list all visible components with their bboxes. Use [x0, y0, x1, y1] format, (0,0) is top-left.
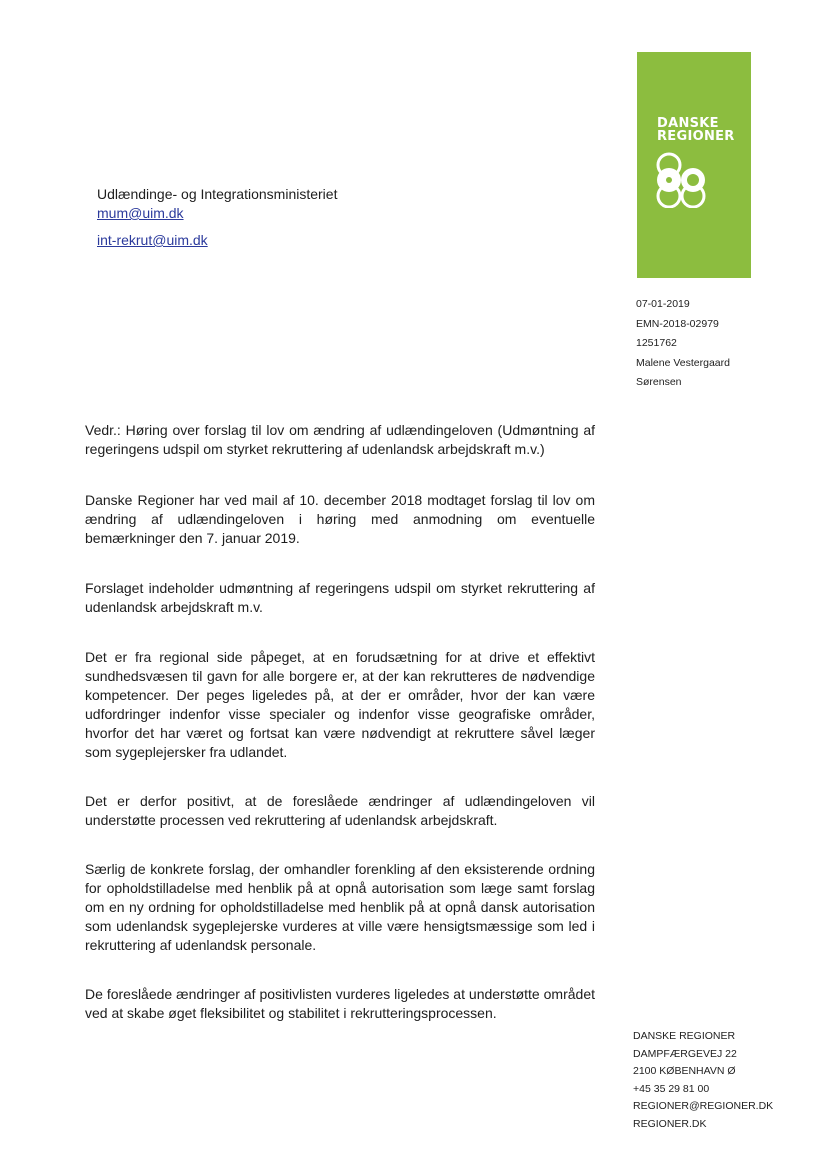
sender-address — [633, 1028, 773, 1134]
letter-body — [85, 421, 595, 1023]
document-meta — [636, 295, 730, 393]
circles-logo-icon — [653, 150, 713, 208]
logo-line-1: DANSKE — [657, 116, 719, 131]
meta-author-cont: Sørensen — [636, 376, 682, 388]
meta-date: 07-01-2019 — [636, 298, 690, 310]
paragraph: Danske Regioner har ved mail af 10. december 2018 modtaget forslag til lov om ændring af udlændingeloven i høring med anmodning om eventuelle bemærkninger den 7. januar 2019. — [85, 492, 595, 546]
letter-subject: Vedr.: Høring over forslag til lov om ændring af udlændingeloven (Udmøntning af regeringens udspil om styrket rekruttering af udenlandsk arbejdskraft m.v.) — [85, 422, 595, 457]
address-org: DANSKE REGIONER — [633, 1030, 736, 1042]
recipient-block — [97, 185, 337, 250]
danske-regioner-logo — [637, 52, 751, 278]
address-email: REGIONER@REGIONER.DK — [633, 1100, 774, 1113]
meta-case-number: EMN-2018-02979 — [636, 317, 719, 330]
paragraph: Det er derfor positivt, at de foreslåede ændringer af udlændingeloven vil understøtte processen ved rekruttering af udenlandsk arbejdskraft. — [85, 793, 595, 828]
recipient-email-link[interactable]: mum@uim.dk — [97, 205, 184, 221]
address-web: REGIONER.DK — [633, 1117, 707, 1130]
logo-line-2: REGIONER — [657, 129, 735, 144]
paragraph: Særlig de konkrete forslag, der omhandler forenkling af den eksisterende ordning for opholdstilladelse med henblik på at opnå autorisation som læge samt forslag om en ny ordning for opholdstilladelse med henblik på at opnå dansk autorisation som udenlandsk sygeplejerske vurderes at ville være hensigtsmæssige som led i rekruttering af udenlandsk personale. — [85, 861, 595, 953]
logo-wordmark — [657, 117, 735, 143]
paragraph: Forslaget indeholder udmøntning af regeringens udspil om styrket rekruttering af udenlandsk arbejdskraft m.v. — [85, 580, 595, 615]
meta-author: Malene Vestergaard — [636, 356, 730, 369]
recipient-name: Udlændinge- og Integrationsministeriet — [97, 186, 338, 202]
paragraph: Det er fra regional side påpeget, at en forudsætning for at drive et effektivt sundhedsvæsen til gavn for alle borgere er, at der kan rekrutteres de nødvendige kompetencer. Der peges ligeledes på, at der er områder, hvor der kan være udfordringer indenfor visse specialer og indenfor visse geografiske områder, hvorfor det har været og fortsat kan være nødvendigt at rekruttere såvel læger som sygeplejersker fra udlandet. — [85, 649, 595, 760]
address-street: DAMPFÆRGEVEJ 22 — [633, 1047, 737, 1060]
recipient-email-link-2[interactable]: int-rekrut@uim.dk — [97, 232, 208, 248]
paragraph: De foreslåede ændringer af positivlisten vurderes ligeledes at understøtte området ved at skabe øget fleksibilitet og stabilitet i rekrutteringsprocessen. — [85, 986, 595, 1021]
address-phone: +45 35 29 81 00 — [633, 1082, 710, 1095]
address-city: 2100 KØBENHAVN Ø — [633, 1065, 736, 1078]
meta-document-number: 1251762 — [636, 337, 677, 349]
